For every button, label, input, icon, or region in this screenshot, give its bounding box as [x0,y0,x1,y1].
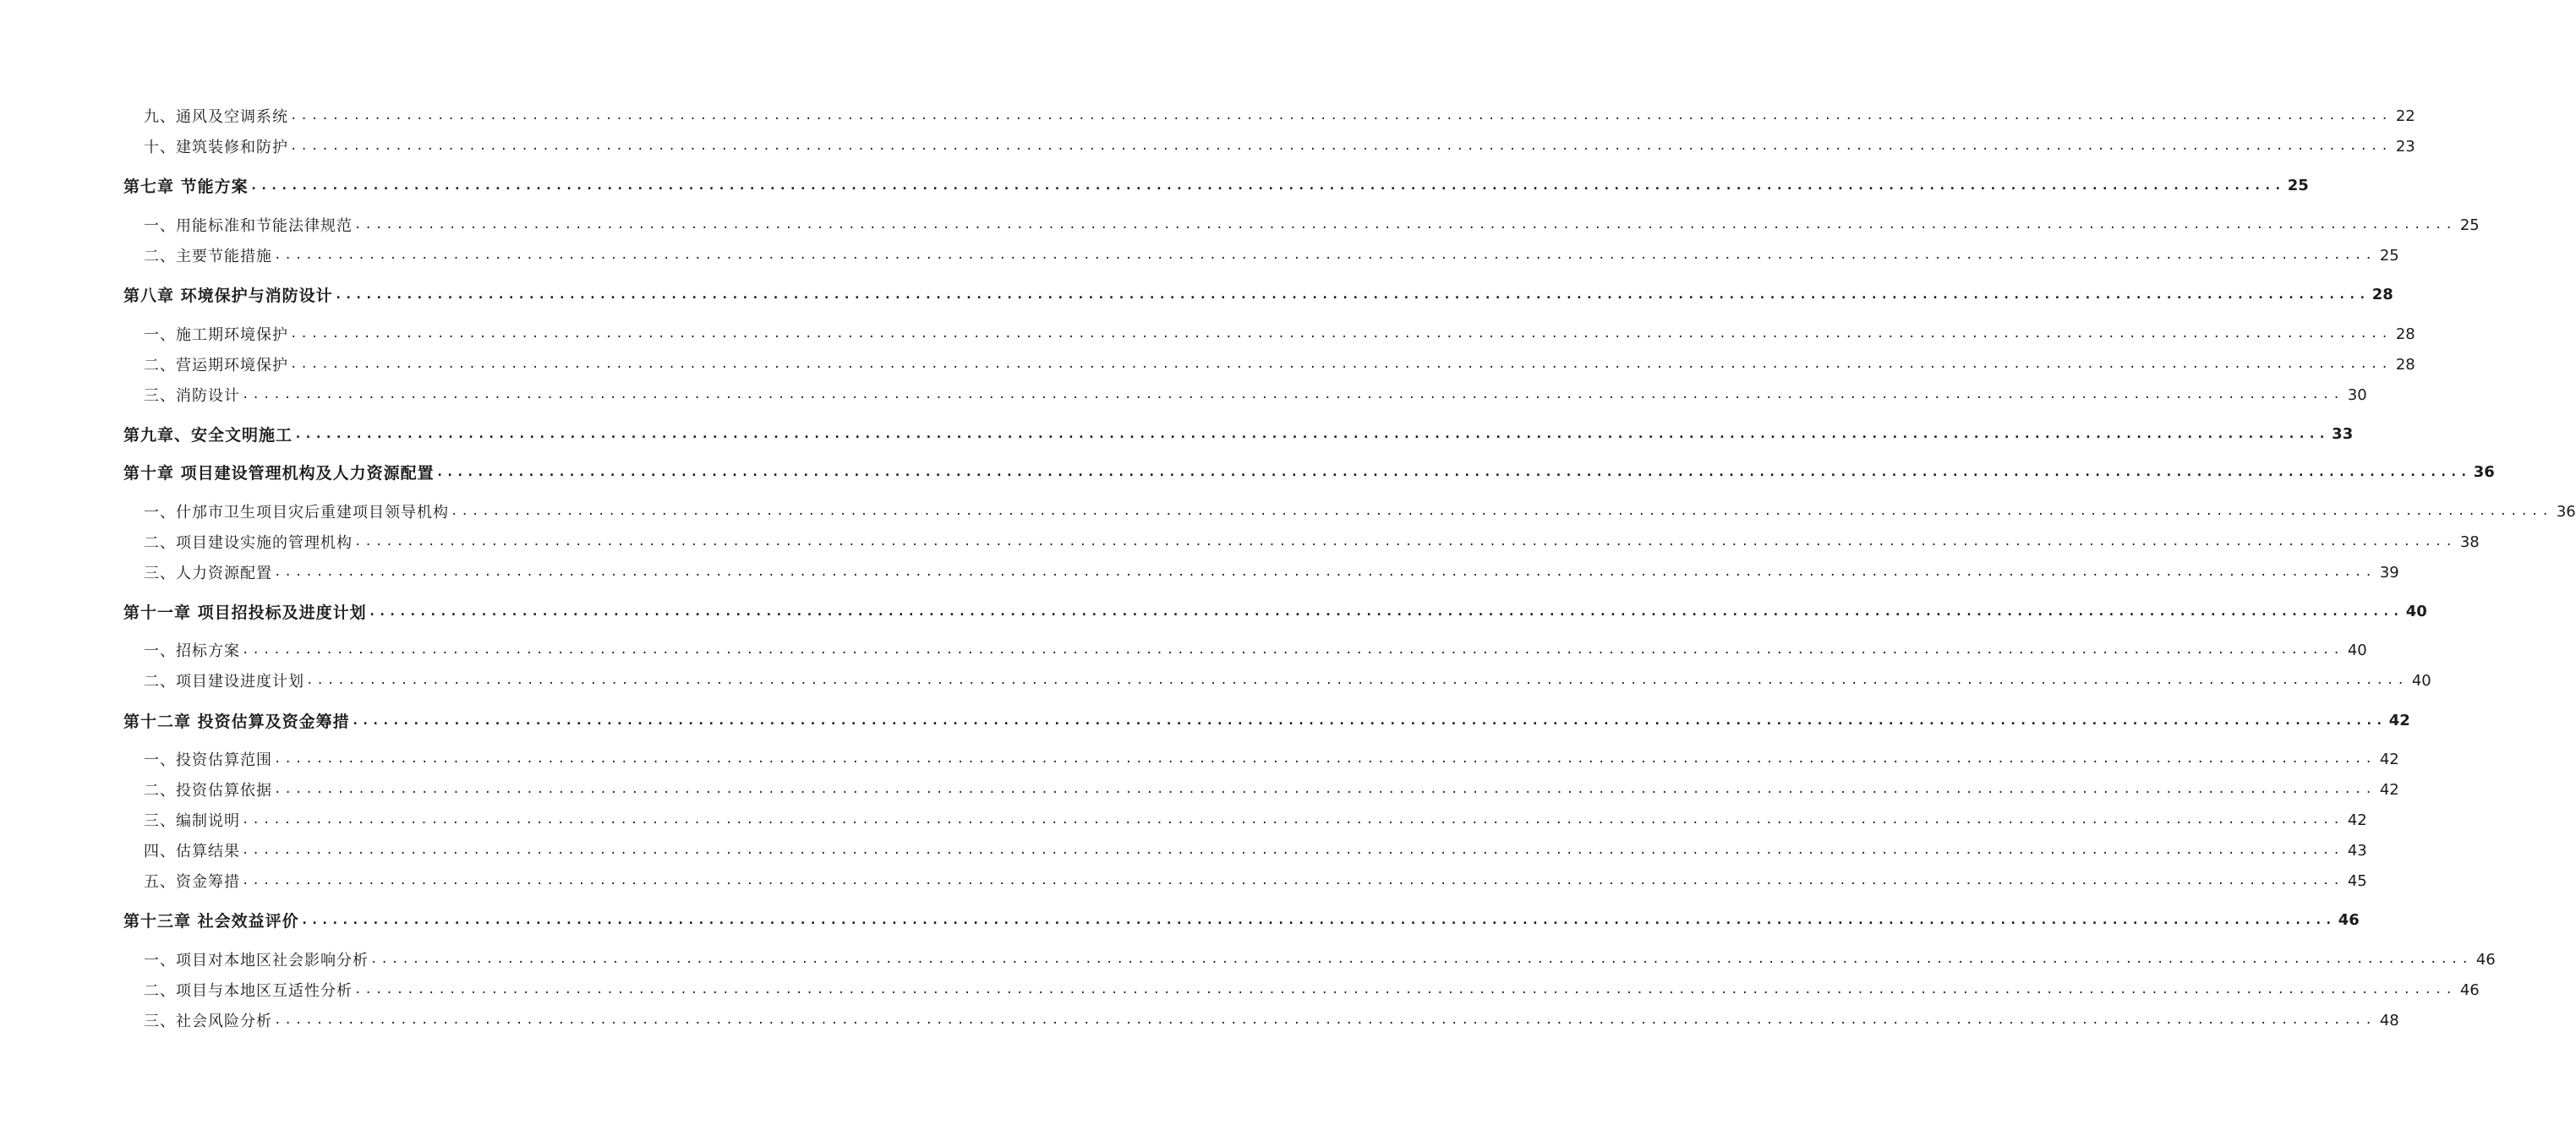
dot-leader: ........................................................................................................................................................................................................ [290,139,2392,153]
toc-entry-title: 三、社会风险分析 [144,1013,272,1030]
dot-leader: ........................................................................................................................................................................................................ [274,752,2376,766]
dot-leader: ........................................................................................................................................................................................................ [370,953,2472,966]
toc-section-entry[interactable] [0,134,2415,159]
toc-page-number: 46 [2338,910,2360,929]
toc-entry-title: 一、施工期环境保护 [144,326,288,344]
toc-section-entry[interactable] [0,838,2367,863]
dot-leader: ........................................................................................................................................................................................................ [242,874,2344,888]
toc-page-number: 22 [2395,106,2415,125]
dot-leader: ........................................................................................................................................................................................................ [354,983,2456,997]
toc-page-number: 28 [2371,285,2393,303]
dot-leader: ........................................................................................................................................................................................................ [290,358,2392,371]
toc-page-number: 42 [2347,811,2367,829]
toc-page-number: 42 [2379,780,2399,799]
toc-section-entry[interactable] [0,352,2415,377]
toc-section-entry[interactable] [0,668,2431,693]
toc-page-number: 42 [2379,750,2399,768]
toc-chapter-entry[interactable] [0,907,2360,932]
toc-entry-title: 第十二章 投资估算及资金筹措 [123,712,350,731]
toc-entry-title: 第十一章 项目招投标及进度计划 [123,603,367,622]
dot-leader: ........................................................................................................................................................................................................ [435,464,2470,479]
dot-leader: ........................................................................................................................................................................................................ [242,813,2344,827]
toc-entry-title: 一、用能标准和节能法律规范 [144,217,353,235]
toc-section-entry[interactable] [0,977,2480,1002]
toc-entry-title: 五、资金筹措 [144,873,240,891]
dot-leader: ........................................................................................................................................................................................................ [249,178,2284,193]
toc-entry-title: 九、通风及空调系统 [144,108,288,126]
dot-leader: ........................................................................................................................................................................................................ [274,783,2376,796]
dot-leader: ........................................................................................................................................................................................................ [290,327,2392,341]
toc-entry-title: 二、主要节能措施 [144,248,272,265]
dot-leader: ........................................................................................................................................................................................................ [354,535,2456,549]
toc-section-entry[interactable] [0,212,2480,238]
toc-page-number: 40 [2347,641,2367,659]
toc-section-entry[interactable] [0,321,2415,347]
toc-page-number: 40 [2411,671,2431,690]
toc-entry-title: 第十三章 社会效益评价 [123,911,299,931]
dot-leader: ........................................................................................................................................................................................................ [274,1013,2376,1027]
toc-entry-title: 第七章 节能方案 [123,177,249,196]
toc-section-entry[interactable] [0,947,2496,972]
toc-page-number: 46 [2459,980,2480,999]
toc-entry-title: 一、项目对本地区社会影响分析 [144,952,369,969]
toc-page-number: 28 [2395,325,2415,343]
toc-page-number: 38 [2459,532,2480,551]
toc-entry-title: 一、招标方案 [144,642,240,660]
toc-section-entry[interactable] [0,243,2399,268]
toc-page-number: 45 [2347,871,2367,890]
dot-leader: ........................................................................................................................................................................................................ [242,643,2344,657]
toc-entry-title: 十、建筑装修和防护 [144,139,288,156]
dot-leader: ........................................................................................................................................................................................................ [354,218,2456,232]
toc-chapter-entry[interactable] [0,459,2495,484]
toc-page-number: 43 [2347,841,2367,860]
toc-section-entry[interactable] [0,560,2399,585]
toc-chapter-entry[interactable] [0,281,2393,307]
toc-page-number: 25 [2287,176,2309,194]
toc-entry-title: 第十章 项目建设管理机构及人力资源配置 [123,463,435,483]
toc-entry-title: 一、什邡市卫生项目灾后重建项目领导机构 [144,504,449,522]
toc-page-number: 46 [2475,950,2496,969]
toc-page-number: 23 [2395,137,2415,156]
toc-section-entry[interactable] [0,529,2480,554]
dot-leader: ........................................................................................................................................................................................................ [300,912,2335,927]
toc-entry-title: 四、估算结果 [144,843,240,860]
toc-page-number: 39 [2379,563,2399,582]
dot-leader: ........................................................................................................................................................................................................ [290,109,2392,123]
toc-entry-title: 二、项目建设进度计划 [144,673,304,691]
dot-leader: ........................................................................................................................................................................................................ [274,565,2376,579]
toc-section-entry[interactable] [0,499,2576,524]
toc-chapter-entry[interactable] [0,172,2309,198]
toc-page-number: 36 [2473,462,2495,481]
toc-section-entry[interactable] [0,382,2367,407]
toc-page-number: 28 [2395,355,2415,374]
toc-entry-title: 三、人力资源配置 [144,565,272,582]
dot-leader: ........................................................................................................................................................................................................ [306,674,2408,687]
toc-section-entry[interactable] [0,637,2367,663]
dot-leader: ........................................................................................................................................................................................................ [451,505,2552,518]
toc-chapter-entry[interactable] [0,598,2427,624]
toc-section-entry[interactable] [0,1008,2399,1033]
toc-section-entry[interactable] [0,777,2399,802]
dot-leader: ........................................................................................................................................................................................................ [242,388,2344,401]
toc-page-number: 25 [2379,246,2399,265]
toc-section-entry[interactable] [0,807,2367,833]
toc-page-number: 30 [2347,385,2367,404]
toc-section-entry[interactable] [0,868,2367,893]
dot-leader: ........................................................................................................................................................................................................ [242,844,2344,857]
dot-leader: ........................................................................................................................................................................................................ [351,713,2386,728]
toc-page-number: 40 [2405,602,2427,620]
toc-chapter-entry[interactable] [0,707,2410,733]
toc-page-number: 48 [2379,1011,2399,1030]
toc-entry-title: 一、投资估算范围 [144,751,272,769]
toc-entry-title: 二、项目与本地区互适性分析 [144,982,353,1000]
toc-entry-title: 三、编制说明 [144,812,240,830]
toc-section-entry[interactable] [0,746,2399,772]
dot-leader: ........................................................................................................................................................................................................ [334,287,2369,302]
toc-entry-title: 三、消防设计 [144,387,240,405]
toc-entry-title: 第九章、安全文明施工 [123,425,293,445]
toc-entry-title: 二、营运期环境保护 [144,357,288,374]
toc-page-number: 33 [2332,424,2354,443]
toc-page-number: 36 [2556,502,2576,521]
toc-entry-title: 第八章 环境保护与消防设计 [123,286,333,305]
toc-chapter-entry[interactable] [0,421,2354,446]
dot-leader: ........................................................................................................................................................................................................ [368,604,2403,619]
toc-page-number: 42 [2388,711,2410,729]
dot-leader: ........................................................................................................................................................................................................ [294,426,2329,441]
toc-entry-title: 二、投资估算依据 [144,782,272,800]
toc-section-entry[interactable] [0,103,2415,128]
dot-leader: ........................................................................................................................................................................................................ [274,248,2376,262]
toc-page-number: 25 [2459,216,2480,234]
toc-entry-title: 二、项目建设实施的管理机构 [144,534,353,552]
